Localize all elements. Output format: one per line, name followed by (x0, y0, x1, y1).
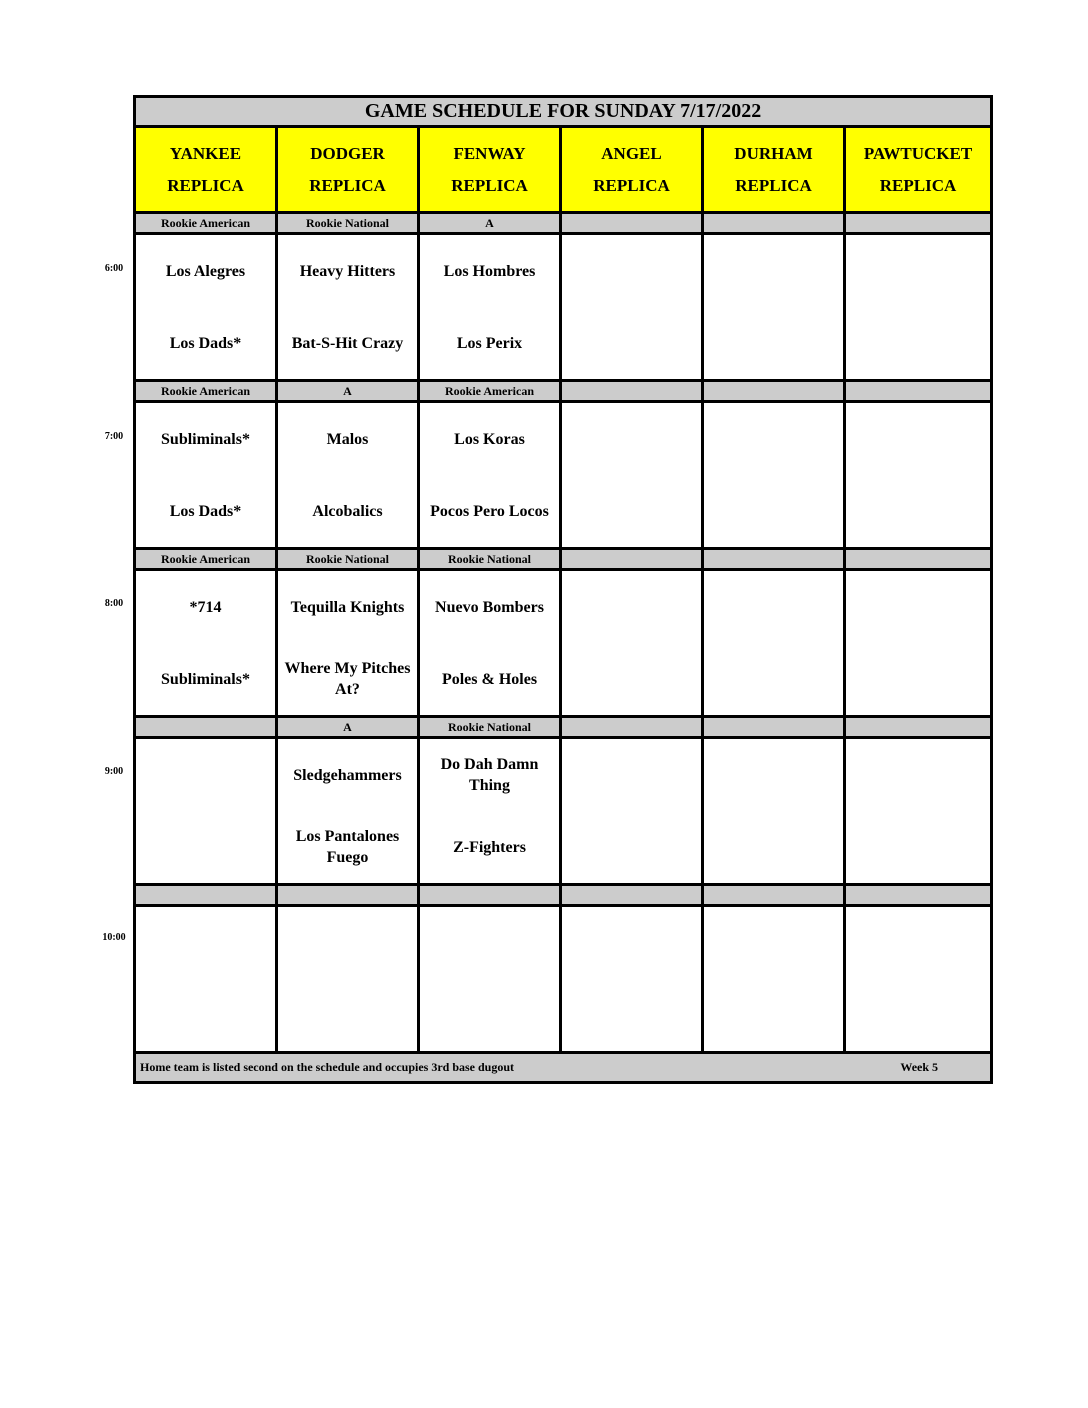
division-label (135, 717, 277, 738)
game-row (135, 570, 992, 717)
away-team (704, 571, 843, 643)
game-cell (277, 570, 419, 717)
away-team: Heavy Hitters (299, 262, 396, 280)
game-cell (277, 738, 419, 885)
division-label (845, 717, 992, 738)
division-label (703, 717, 845, 738)
game-cell (845, 906, 992, 1053)
division-label (561, 549, 703, 570)
game-cell (419, 402, 561, 549)
time-label: 7:00 (104, 431, 124, 442)
division-label (561, 717, 703, 738)
game-row (135, 234, 992, 381)
game-row (135, 906, 992, 1053)
home-team: Where My Pitches At? (284, 660, 411, 698)
away-team (136, 739, 275, 811)
game-cell (703, 234, 845, 381)
home-team: Bat-S-Hit Crazy (291, 334, 404, 352)
home-team: Los Pantalones Fuego (295, 828, 400, 866)
division-label: A (277, 717, 419, 738)
game-cell (135, 906, 277, 1053)
game-cell (703, 402, 845, 549)
schedule-title: GAME SCHEDULE FOR SUNDAY 7/17/2022 (135, 97, 992, 127)
home-team (704, 979, 843, 1051)
away-team (704, 235, 843, 307)
field-name: DURHAM (734, 143, 813, 163)
field-subtitle: REPLICA (879, 175, 957, 195)
division-row (135, 885, 992, 906)
home-team: Z-Fighters (453, 838, 526, 856)
home-team (846, 979, 990, 1051)
home-team: Poles & Holes (441, 670, 538, 688)
field-name: FENWAY (453, 143, 526, 163)
division-label (845, 885, 992, 906)
game-cell (561, 906, 703, 1053)
game-cell (845, 402, 992, 549)
field-header-dodger (277, 127, 419, 213)
home-team (136, 979, 275, 1051)
division-label: Rookie National (277, 549, 419, 570)
home-team (704, 811, 843, 883)
week-label: Week 5 (900, 1060, 939, 1074)
division-label (703, 549, 845, 570)
home-team (704, 643, 843, 715)
division-label (277, 885, 419, 906)
game-cell (419, 570, 561, 717)
game-cell (703, 906, 845, 1053)
home-team: Los Dads* (169, 334, 242, 352)
division-label: Rookie National (419, 549, 561, 570)
game-cell (561, 402, 703, 549)
home-team (562, 643, 701, 715)
division-label: Rookie American (135, 381, 277, 402)
away-team (562, 739, 701, 811)
game-cell (419, 234, 561, 381)
division-row (135, 549, 992, 570)
away-team: Do Dah Damn Thing (440, 756, 539, 794)
home-team (562, 979, 701, 1051)
field-name: ANGEL (601, 143, 662, 163)
division-label (561, 381, 703, 402)
game-cell (845, 234, 992, 381)
field-subtitle: REPLICA (451, 175, 528, 195)
time-label: 9:00 (104, 766, 124, 777)
division-label: Rookie National (277, 213, 419, 234)
home-team: Los Dads* (169, 502, 242, 520)
field-header-yankee (135, 127, 277, 213)
division-label (703, 381, 845, 402)
field-subtitle: REPLICA (593, 175, 670, 195)
home-team (704, 475, 843, 547)
division-label (703, 885, 845, 906)
away-team (562, 235, 701, 307)
home-team (846, 475, 990, 547)
division-label: A (419, 213, 561, 234)
away-team (704, 403, 843, 475)
division-label (135, 885, 277, 906)
away-team (704, 739, 843, 811)
away-team: Tequilla Knights (290, 598, 405, 616)
game-cell (703, 738, 845, 885)
division-label (419, 885, 561, 906)
game-cell (135, 234, 277, 381)
away-team: Subliminals* (161, 430, 250, 448)
field-subtitle: REPLICA (309, 175, 386, 195)
game-cell (135, 570, 277, 717)
away-team (562, 907, 701, 979)
home-team: Los Perix (456, 334, 523, 352)
away-team: Los Koras (454, 430, 525, 448)
game-cell (703, 570, 845, 717)
away-team: Nuevo Bombers (435, 598, 544, 616)
time-label: 10:00 (102, 932, 126, 943)
field-name: DODGER (310, 143, 385, 163)
field-subtitle: REPLICA (735, 175, 812, 195)
field-name: YANKEE (169, 143, 242, 163)
away-team: *714 (189, 598, 222, 616)
game-cell (561, 738, 703, 885)
division-row (135, 213, 992, 234)
home-team (278, 979, 417, 1051)
away-team (846, 907, 990, 979)
away-team (136, 907, 275, 979)
home-team (704, 307, 843, 379)
home-team (562, 475, 701, 547)
away-team (846, 739, 990, 811)
game-cell (277, 234, 419, 381)
game-schedule-table (133, 95, 993, 1084)
game-cell (135, 402, 277, 549)
game-cell (419, 906, 561, 1053)
home-team: Alcobalics (312, 502, 383, 520)
home-team (562, 811, 701, 883)
home-team: Subliminals* (161, 670, 250, 688)
away-team (420, 907, 559, 979)
away-team (846, 403, 990, 475)
division-label (845, 213, 992, 234)
home-team (562, 307, 701, 379)
game-row (135, 738, 992, 885)
field-header-angel (561, 127, 703, 213)
home-team (846, 811, 990, 883)
division-label: Rookie National (419, 717, 561, 738)
away-team: Malos (326, 430, 369, 448)
game-cell (845, 570, 992, 717)
game-row (135, 402, 992, 549)
field-header-durham (703, 127, 845, 213)
game-cell (277, 906, 419, 1053)
division-row (135, 381, 992, 402)
away-team: Los Alegres (165, 262, 246, 280)
division-label (561, 885, 703, 906)
field-subtitle: REPLICA (167, 175, 244, 195)
away-team (846, 571, 990, 643)
field-name: PAWTUCKET (863, 143, 973, 163)
time-label: 8:00 (104, 598, 124, 609)
division-label: A (277, 381, 419, 402)
schedule-footer (135, 1053, 992, 1083)
away-team: Sledgehammers (293, 766, 402, 784)
away-team: Los Hombres (443, 262, 536, 280)
division-label: Rookie American (419, 381, 561, 402)
time-label: 6:00 (104, 263, 124, 274)
away-team (846, 235, 990, 307)
game-cell (419, 738, 561, 885)
game-cell (845, 738, 992, 885)
away-team (562, 403, 701, 475)
division-label: Rookie American (135, 213, 277, 234)
game-cell (561, 234, 703, 381)
division-label (845, 549, 992, 570)
game-cell (561, 570, 703, 717)
game-cell (135, 738, 277, 885)
home-team (136, 811, 275, 883)
home-team-note: Home team is listed second on the schedule and occupies 3rd base dugout (140, 1060, 515, 1074)
division-row (135, 717, 992, 738)
home-team (846, 643, 990, 715)
away-team (562, 571, 701, 643)
field-header-pawtucket (845, 127, 992, 213)
division-label (703, 213, 845, 234)
game-cell (277, 402, 419, 549)
field-header-fenway (419, 127, 561, 213)
division-label (845, 381, 992, 402)
home-team (846, 307, 990, 379)
away-team (278, 907, 417, 979)
division-label: Rookie American (135, 549, 277, 570)
away-team (704, 907, 843, 979)
division-label (561, 213, 703, 234)
home-team: Pocos Pero Locos (430, 502, 549, 520)
home-team (420, 979, 559, 1051)
